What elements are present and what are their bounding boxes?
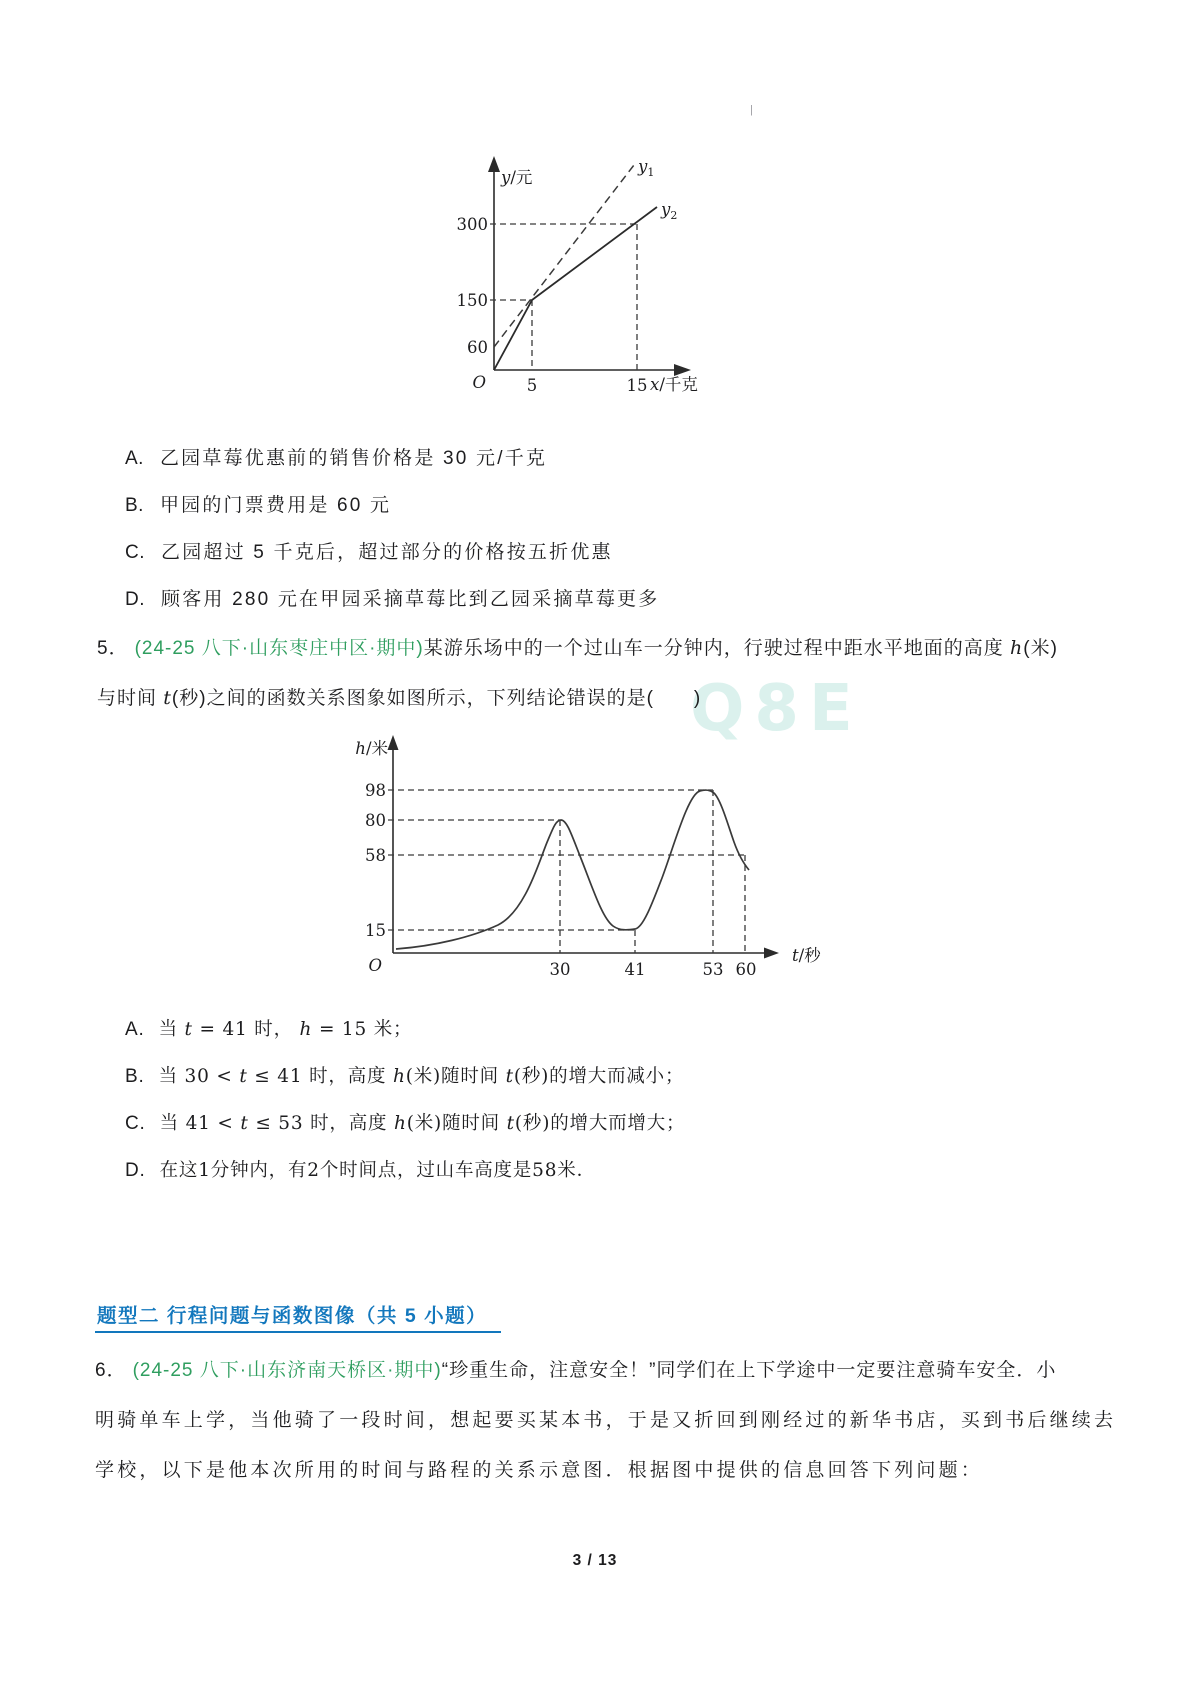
x-axis-label: x/千克 <box>650 375 698 394</box>
section-header <box>95 1300 501 1328</box>
dashed-guides <box>388 790 745 953</box>
q5-text-line1: 5． (24-25 八下·山东枣庄中区·期中)某游乐场中的一个过山车一分钟内，行驶过程中距水平地面的高度 h(米) <box>97 637 1058 659</box>
q5-option-b: B. 当 30 < t ≤ 41 时，高度 h(米)随时间 t(秒)的增大而减小； <box>125 1066 685 1087</box>
tick-98: 98 <box>365 781 386 800</box>
q6-text-line1: 6． (24-25 八下·山东济南天桥区·期中)“珍重生命，注意安全！”同学们在上下学途中一定要注意骑车安全．小 <box>95 1360 1057 1381</box>
series-y1-label: $y_1$ <box>638 157 655 179</box>
tick-53: 53 <box>702 960 724 979</box>
stray-mark: | <box>750 104 753 116</box>
tick-5: 5 <box>526 376 538 395</box>
q5-text-line2: 与时间 t(秒)之间的函数关系图象如图所示，下列结论错误的是( ) <box>97 687 702 709</box>
x-axis-label: t/秒 <box>792 946 821 965</box>
tick-300: 300 <box>456 215 488 234</box>
q4-option-b: B. 甲园的门票费用是 60 元 <box>125 495 392 516</box>
axes <box>393 746 766 953</box>
dashed-guides <box>490 224 637 370</box>
q5-option-c: C. 当 41 < t ≤ 53 时，高度 h(米)随时间 t(秒)的增大而增大； <box>125 1113 686 1134</box>
tick-60: 60 <box>735 960 757 979</box>
q4-option-c: C. 乙园超过 5 千克后，超过部分的价格按五折优惠 <box>125 542 613 563</box>
y-axis-arrow <box>488 156 500 172</box>
q5-option-d: D. 在这1分钟内，有2个时间点，过山车高度是58米． <box>125 1160 596 1181</box>
q4-option-a: A. 乙园草莓优惠前的销售价格是 30 元/千克 <box>125 448 548 469</box>
tick-60: 60 <box>467 338 488 357</box>
tick-15: 15 <box>365 921 386 940</box>
tick-30: 30 <box>549 960 571 979</box>
y-axis-label: y/元 <box>501 168 533 187</box>
watermark: Q8E <box>690 672 863 746</box>
price-graph <box>410 145 710 400</box>
height-curve <box>396 790 749 949</box>
axes <box>494 169 678 370</box>
q6-text-line2: 明骑单车上学，当他骑了一段时间，想起要买某本书，于是又折回到刚经过的新华书店，买到书后继续去 <box>95 1410 1117 1431</box>
series-y2-line <box>494 207 657 370</box>
y-axis-label: h/米 <box>355 739 388 758</box>
section-header-text: 题型二 行程问题与函数图像（共 5 小题） <box>95 1305 501 1333</box>
y-axis-arrow <box>388 735 399 750</box>
q4-option-d: D. 顾客用 280 元在甲园采摘草莓比到乙园采摘草莓更多 <box>125 589 660 610</box>
page-number: 3 / 13 <box>572 1552 618 1569</box>
tick-41: 41 <box>624 960 646 979</box>
q5-source: (24-25 八下·山东枣庄中区·期中) <box>134 638 424 659</box>
tick-15: 15 <box>626 376 648 395</box>
q5-number: 5． <box>97 638 129 659</box>
tick-80: 80 <box>365 811 386 830</box>
series-y1-line <box>494 165 634 347</box>
x-axis-arrow <box>764 948 779 959</box>
tick-150: 150 <box>456 291 488 310</box>
rollercoaster-graph <box>340 690 860 990</box>
origin-label: O <box>368 956 382 975</box>
q5-option-a: A. 当 t = 41 时， h = 15 米； <box>125 1019 413 1040</box>
origin-label: O <box>472 373 486 392</box>
q6-text-line3: 学校，以下是他本次所用的时间与路程的关系示意图．根据图中提供的信息回答下列问题： <box>95 1460 984 1481</box>
series-y2-label: $y_2$ <box>661 200 678 222</box>
q6-source: (24-25 八下·山东济南天桥区·期中) <box>132 1360 442 1381</box>
tick-58: 58 <box>365 846 386 865</box>
q6-number: 6． <box>95 1360 127 1381</box>
